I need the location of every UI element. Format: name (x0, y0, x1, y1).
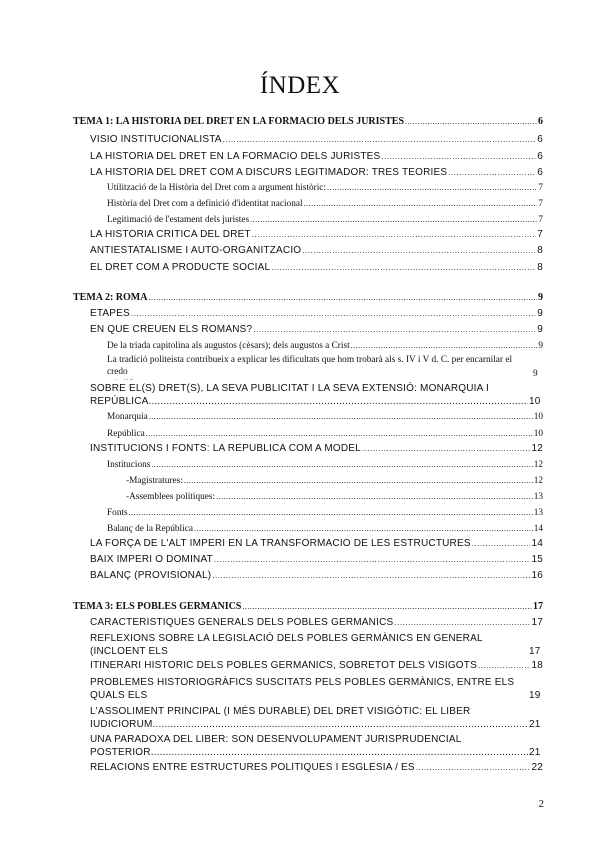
toc-entry[interactable] (107, 523, 543, 535)
toc-entry[interactable] (90, 617, 543, 629)
toc-entry-page: 7 (538, 215, 543, 225)
page-number: 2 (538, 798, 544, 810)
toc-entry-label: VISIÓ INSTITUCIONALISTA (90, 134, 222, 145)
toc-entry-page: 8 (537, 262, 543, 273)
index-title: ÍNDEX (259, 72, 341, 99)
toc-entry-page: 6 (537, 134, 543, 145)
toc-entry-label: República (107, 429, 145, 439)
toc-entry[interactable] (90, 134, 543, 146)
toc-entry[interactable] (107, 198, 543, 210)
toc-entry-page: 10 (533, 429, 543, 439)
toc-entry-page: 13 (533, 492, 543, 502)
toc-entry-label: LA HISTÒRIA DEL DRET COM A DISCURS LEGITIMADOR: TRES TEORIES (90, 167, 448, 178)
toc-entry[interactable] (107, 428, 543, 440)
toc-entry[interactable] (90, 262, 543, 274)
toc-entry-label: Monarquia (107, 412, 148, 422)
toc-entry-page: 10 (529, 396, 541, 407)
toc-entry-label: ITINERARI HISTÒRIC DELS POBLES GERMÀNICS, SOBRETOT DELS VISIGOTS (90, 660, 477, 671)
toc-entry-page: 9 (533, 369, 538, 379)
toc-entry-label: De la triada capitolina als augustos (cèsars); dels augustos a Crist (107, 341, 350, 351)
toc-entry-label: SOBRE EL(S) DRET(S), LA SEVA PUBLICITAT I LA SEVA EXTENSIÓ: MONARQUIA I REPÚBLICA (90, 383, 489, 407)
toc-entry-tema-3[interactable] (73, 601, 543, 613)
toc-entry-page: 9 (537, 324, 543, 335)
toc-entry[interactable] (90, 245, 543, 257)
toc-entry[interactable] (90, 554, 543, 566)
toc-entry[interactable] (107, 214, 543, 226)
toc-entry-page: 17 (533, 601, 543, 612)
toc-entry-page: 6 (538, 116, 543, 127)
toc-entry[interactable] (126, 491, 543, 503)
toc-entry-page: 10 (533, 412, 543, 422)
toc-entry-page: 21 (529, 719, 541, 730)
toc-entry-label: LA FORÇA DE L'ALT IMPERI EN LA TRANSFORMACIÓ DE LES ESTRUCTURES (90, 538, 471, 549)
toc-entry-wrapped[interactable] (90, 733, 543, 759)
toc-entry-label: -Magistratures: (126, 476, 183, 486)
toc-entry-label: ANTIESTATALISME I AUTO-ORGANITZACIÓ (90, 245, 302, 256)
toc-entry[interactable] (90, 229, 543, 241)
toc-entry-label: LA HISTÒRIA DEL DRET EN LA FORMACIÓ DELS JURISTES (90, 151, 381, 162)
toc-entry[interactable] (107, 507, 543, 519)
toc-entry-label: RELACIONS ENTRE ESTRUCTURES POLÍTIQUES I ESGLÉSIA / ES (90, 762, 415, 773)
toc-entry-page: 9 (538, 292, 543, 303)
toc-entry-label: EL DRET COM A PRODUCTE SOCIAL (90, 262, 271, 273)
toc-entry[interactable] (107, 459, 543, 471)
toc-entry-page: 9 (538, 341, 543, 351)
toc-entry-page: 8 (537, 245, 543, 256)
toc-entry[interactable] (90, 151, 543, 163)
toc-entry-label: LA HISTÒRIA CRÍTICA DEL DRET (90, 229, 251, 240)
toc-entry-label: REFLEXIONS SOBRE LA LEGISLACIÓ DELS POBLES GERMÀNICS EN GENERAL (INCLOENT ELS (90, 633, 483, 657)
toc-entry-page: 12 (531, 443, 543, 454)
toc-entry-wrapped[interactable] (90, 676, 543, 702)
toc-entry-label: INSTITUCIONS I FONTS: LA REPÚBLICA COM A MODEL (90, 443, 361, 454)
toc-entry[interactable] (90, 324, 543, 336)
toc-entry-page: 14 (531, 538, 543, 549)
toc-entry[interactable] (107, 340, 543, 352)
toc-entry-label: BALANÇ (PROVISIONAL) (90, 570, 212, 581)
toc-entry-label: -Assemblees polítiques: (126, 492, 216, 502)
toc-entry-page: 7 (537, 229, 543, 240)
toc-entry-label: PROBLEMES HISTORIOGRÀFICS SUSCITATS PELS POBLES GERMÀNICS, ENTRE ELS QUALS ELS (90, 677, 515, 701)
toc-entry-page: 7 (538, 199, 543, 209)
toc-entry-label: TEMA 1: LA HISTÒRIA DEL DRET EN LA FORMACIÓ DELS JURISTES (73, 116, 405, 127)
toc-entry-page: 14 (533, 524, 543, 534)
toc-entry-page: 7 (538, 183, 543, 193)
toc-entry[interactable] (90, 570, 543, 582)
toc-entry-label: La tradició politeista contribueix a explicar les dificultats que hom trobarà als s. IV i V d. C. per encarnilar el credo (107, 355, 513, 377)
toc-entry-wrapped[interactable] (107, 354, 543, 380)
toc-entry-label: TEMA 2: ROMA (73, 292, 148, 303)
toc-entry-label: Legitimació de l'estament dels juristes (107, 215, 250, 225)
toc-entry[interactable] (90, 308, 543, 320)
toc-entry[interactable] (90, 167, 543, 179)
toc-entry-page: 12 (533, 460, 543, 470)
toc-entry-wrapped[interactable] (90, 705, 543, 731)
toc-entry-wrapped[interactable] (90, 632, 543, 658)
toc-entry[interactable] (126, 475, 543, 487)
toc-entry-label: TEMA 3: ELS POBLES GERMÀNICS (73, 601, 242, 612)
toc-entry-page: 6 (537, 151, 543, 162)
toc-entry-label: Història del Dret com a definició d'identitat nacional (107, 199, 303, 209)
toc-entry[interactable] (107, 411, 543, 423)
toc-entry[interactable] (90, 660, 543, 672)
toc-entry-wrapped[interactable] (90, 382, 543, 408)
toc-entry[interactable] (107, 182, 543, 194)
toc-entry-page: 9 (537, 308, 543, 319)
toc-entry-tema-2[interactable] (73, 292, 543, 304)
toc-entry-page: 16 (531, 570, 543, 581)
toc-entry-page: 19 (529, 690, 541, 701)
toc-entry-tema-1[interactable] (73, 116, 543, 128)
toc-entry-page: 15 (531, 554, 543, 565)
toc-entry-page: 21 (529, 747, 541, 758)
toc-entry-page: 12 (533, 476, 543, 486)
toc-entry-page: 6 (537, 167, 543, 178)
toc-entry-label: BAIX IMPERI O DOMINAT (90, 554, 213, 565)
toc-entry-label: EN QUÈ CREUEN ELS ROMANS? (90, 324, 253, 335)
toc-entry-label: CARACTERÍSTIQUES GENERALS DELS POBLES GERMÀNICS (90, 617, 394, 628)
toc-entry-page: 17 (529, 646, 541, 657)
toc-entry-page: 17 (531, 617, 543, 628)
toc-entry[interactable] (90, 538, 543, 550)
toc-entry-label: Utilització de la Història del Dret com a argument històric: (107, 183, 327, 193)
toc-entry-label: Fonts (107, 508, 128, 518)
toc-entry[interactable] (90, 443, 543, 455)
toc-entry-label: UNA PARADOXA DEL LIBER: SON DESENVOLUPAMENT JURISPRUDENCIAL POSTERIOR (90, 734, 462, 758)
toc-entry-page: 13 (533, 508, 543, 518)
toc-entry-label: L'ASSOLIMENT PRINCIPAL (I MÉS DURABLE) DEL DRET VISIGÒTIC: EL LIBER IUDICIORUM (90, 706, 471, 730)
toc-entry-page: 22 (531, 762, 543, 773)
toc-entry[interactable] (90, 762, 543, 774)
toc-entry-label: ETAPES (90, 308, 130, 319)
toc-entry-label: Balanç de la República (107, 524, 193, 534)
toc-entry-page: 18 (531, 660, 543, 671)
toc-entry-label: Institucions (107, 460, 151, 470)
